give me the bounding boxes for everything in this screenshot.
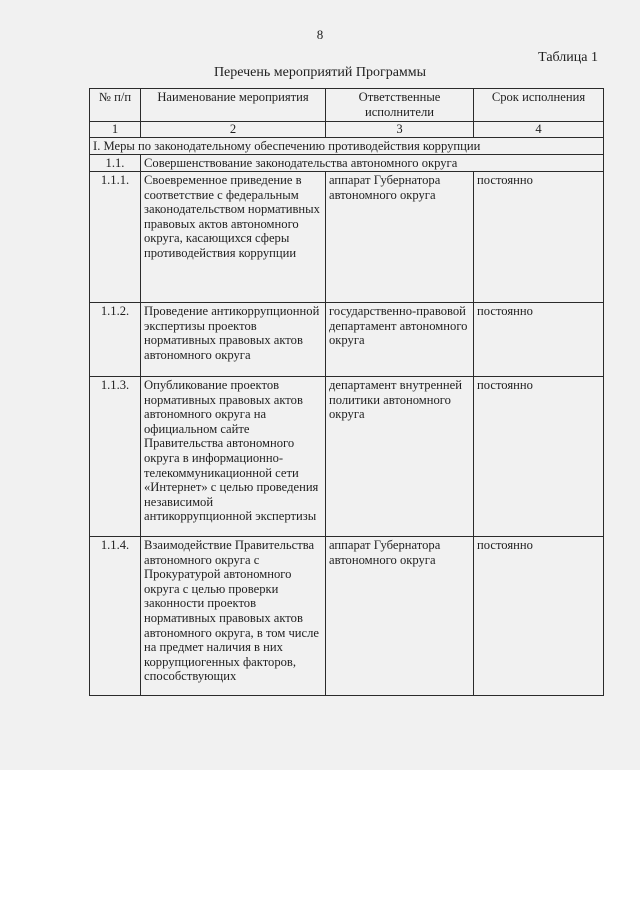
header-term: Срок исполнения: [474, 89, 604, 122]
table-row: [90, 303, 604, 377]
subsection-number: 1.1.: [90, 155, 141, 172]
page-number: 8: [316, 27, 324, 42]
table-label: Таблица 1: [538, 50, 598, 65]
row-executors: департамент внутренней политики автономного округа: [326, 377, 474, 537]
header-name: Наименование мероприятия: [141, 89, 326, 122]
row-number: 1.1.3.: [90, 377, 141, 537]
row-term: постоянно: [474, 172, 604, 303]
row-name: Опубликование проектов нормативных правовых актов автономного округа на официальном сайте Правительства автономного округа в информационно-телекоммуникационной сети «Интернет» с целью проведения независимой антикоррупционной экспертизы: [141, 377, 326, 537]
header-executors: Ответственные исполнители: [326, 89, 474, 122]
table-row: [90, 172, 604, 303]
row-number: 1.1.2.: [90, 303, 141, 377]
document-title: Перечень мероприятий Программы: [213, 65, 427, 80]
column-numbers-row: [90, 122, 604, 138]
column-number: 2: [141, 122, 326, 138]
row-name: Своевременное приведение в соответствие с федеральным законодательством нормативных правовых актов автономного округа, касающихся сферы противодействия коррупции: [141, 172, 326, 303]
row-executors: аппарат Губернатора автономного округа: [326, 172, 474, 303]
column-number: 1: [90, 122, 141, 138]
table-header-row: [90, 89, 604, 122]
row-number: 1.1.1.: [90, 172, 141, 303]
row-number: 1.1.4.: [90, 537, 141, 696]
column-number: 3: [326, 122, 474, 138]
section-row: [90, 138, 604, 155]
table-row: [90, 377, 604, 537]
subsection-title: Совершенствование законодательства автономного округа: [141, 155, 604, 172]
measures-table: [89, 88, 604, 696]
row-name: Проведение антикоррупционной экспертизы проектов нормативных правовых актов автономного округа: [141, 303, 326, 377]
table-row: [90, 537, 604, 696]
row-executors: аппарат Губернатора автономного округа: [326, 537, 474, 696]
row-executors: государственно-правовой департамент автономного округа: [326, 303, 474, 377]
column-number: 4: [474, 122, 604, 138]
subsection-row: [90, 155, 604, 172]
row-term: постоянно: [474, 537, 604, 696]
row-name: Взаимодействие Правительства автономного округа с Прокуратурой автономного округа с целью проверки законности проектов нормативных правовых актов автономного округа, в том числе на предмет наличия в них коррупциогенных факторов, способствующих: [141, 537, 326, 696]
section-title: I. Меры по законодательному обеспечению противодействия коррупции: [90, 138, 604, 155]
blank-area: [0, 770, 640, 905]
row-term: постоянно: [474, 377, 604, 537]
header-number: № п/п: [90, 89, 141, 122]
row-term: постоянно: [474, 303, 604, 377]
